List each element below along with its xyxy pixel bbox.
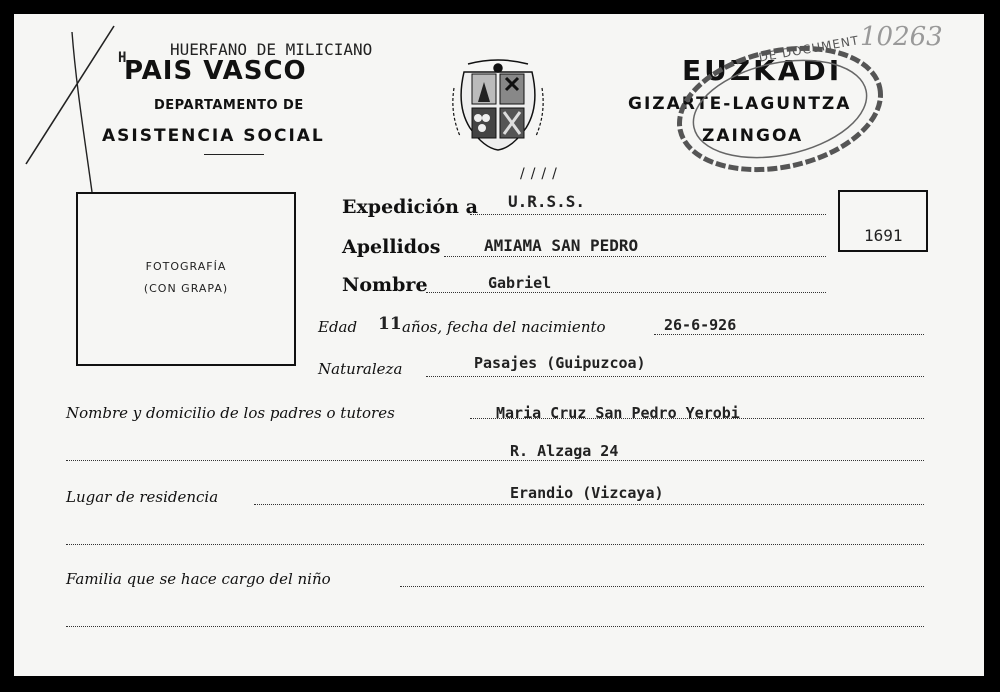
line-apellidos [444,256,826,257]
line-nombre [426,292,826,293]
label-naturaleza: Naturaleza [318,360,403,378]
heading-departamento: DEPARTAMENTO DE [154,98,304,113]
record-number-box [838,190,928,252]
heading-pais-vasco: PAIS VASCO [124,56,307,86]
heading-underline-left [204,154,264,155]
line-fecha [654,334,924,335]
label-anos-fecha: años, fecha del nacimiento [402,318,606,336]
value-padres-nombre: Maria Cruz San Pedro Yerobi [496,404,740,422]
photo-box [76,192,296,366]
label-residencia: Lugar de residencia [66,488,219,506]
label-expedicion: Expedición a [342,196,478,218]
label-padres-tutores: Nombre y domicilio de los padres o tutores [66,404,395,422]
handwritten-strike-mark [14,14,134,204]
value-apellidos: AMIAMA SAN PEDRO [484,236,639,255]
line-residencia-1 [254,504,924,505]
line-padres-2 [66,460,924,461]
stamp-text: DE DOCUMENT [757,33,861,65]
value-fecha-nacimiento: 26-6-926 [664,316,737,334]
line-familia-1 [400,586,924,587]
line-naturaleza [426,376,924,377]
line-residencia-2 [66,544,924,545]
value-nombre: Gabriel [488,274,552,292]
record-number: 1691 [864,226,903,245]
heading-asistencia-social: ASISTENCIA SOCIAL [102,126,325,146]
heading-gizarte-laguntza: GIZARTE-LAGUNTZA [628,94,852,114]
coat-of-arms-icon [450,58,546,154]
line-expedicion [470,214,826,215]
heading-euzkadi: EUZKADI [682,54,843,87]
typed-prefix: H [118,50,127,66]
value-residencia: Erandio (Vizcaya) [510,484,664,502]
typed-title: HUERFANO DE MILICIANO [170,40,373,59]
tick-marks: //// [520,166,563,182]
refugee-record-card [14,14,984,676]
photo-label-line1: FOTOGRAFÍA [145,260,227,273]
heading-zaingoa: ZAINGOA [702,126,804,146]
value-padres-domicilio: R. Alzaga 24 [510,442,619,460]
value-expedicion: U.R.S.S. [508,192,586,211]
label-edad: Edad [318,318,358,336]
label-nombre: Nombre [342,274,428,296]
handwritten-number: 10263 [860,22,943,52]
value-naturaleza: Pasajes (Guipuzcoa) [474,354,646,372]
label-apellidos: Apellidos [342,236,441,258]
label-familia: Familia que se hace cargo del niño [66,570,331,588]
line-familia-2 [66,626,924,627]
photo-label-line2: (CON GRAPA) [143,282,229,295]
value-edad: 11 [378,314,402,334]
